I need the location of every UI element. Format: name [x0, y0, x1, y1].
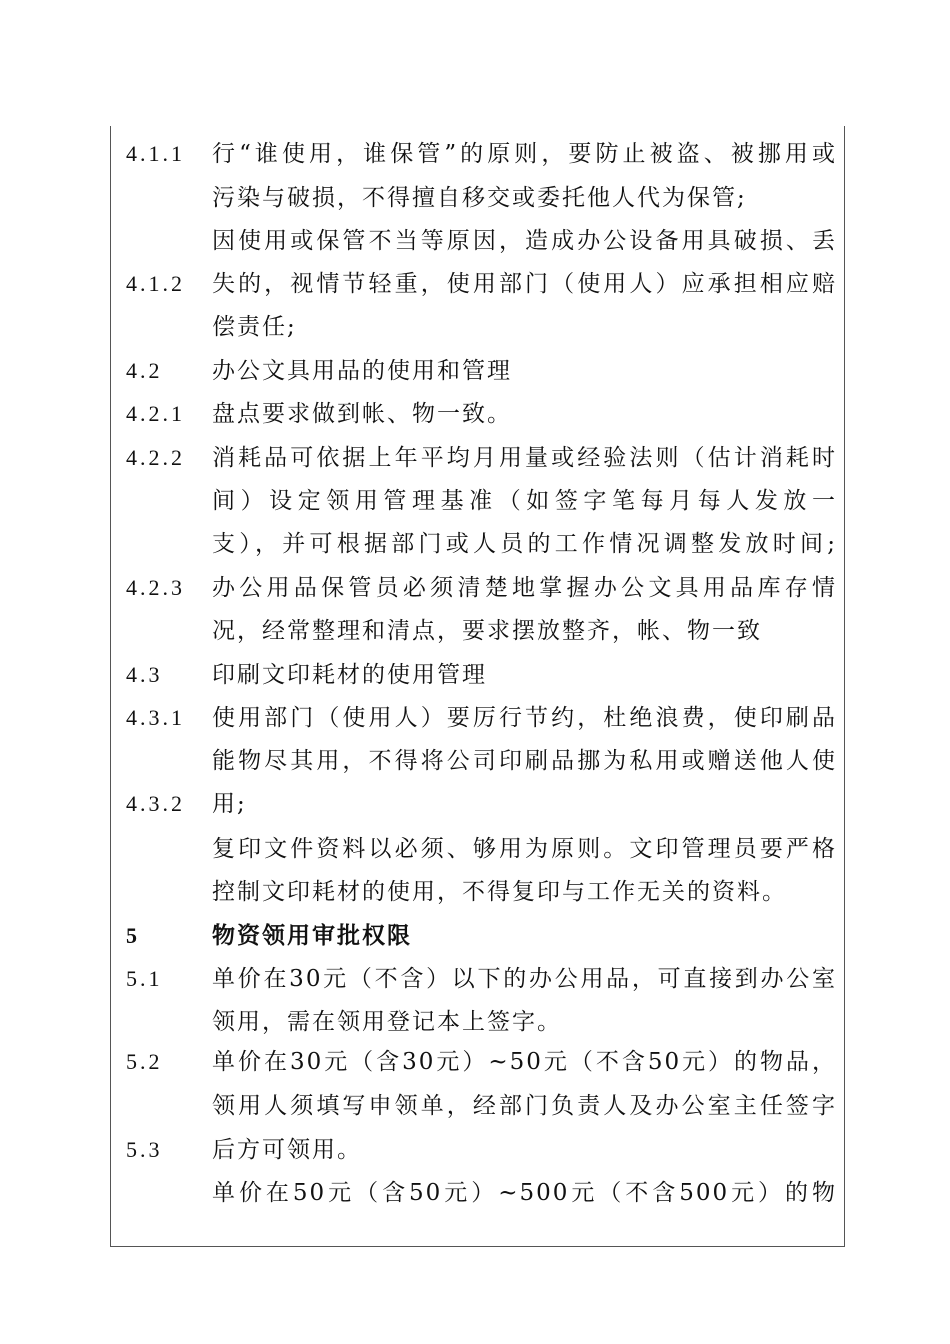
- section-number: 5.3: [126, 1137, 163, 1162]
- line-text: 用;: [212, 791, 247, 817]
- text-line: [0, 522, 950, 566]
- text-line: [0, 609, 950, 653]
- text-line: [0, 957, 950, 1001]
- section-number: 5: [126, 923, 140, 948]
- line-text: 单价在50元（含50元）~500元（不含500元）的物: [212, 1180, 837, 1206]
- text-line: [0, 653, 950, 697]
- line-text: 消耗品可依据上年平均月用量或经验法则（估计消耗时: [212, 445, 837, 471]
- text-line: [0, 436, 950, 480]
- line-text: 控制文印耗材的使用，不得复印与工作无关的资料。: [212, 879, 787, 905]
- section-number: 5.1: [126, 966, 163, 991]
- text-line: [0, 132, 950, 176]
- line-text: 印刷文印耗材的使用管理: [212, 662, 487, 688]
- text-line: [0, 1128, 950, 1172]
- section-number: 4.1.1: [126, 141, 185, 166]
- line-text: 况，经常整理和清点，要求摆放整齐，帐、物一致: [212, 618, 762, 644]
- line-text: 后方可领用。: [212, 1137, 362, 1163]
- line-text: 单价在30元（不含）以下的办公用品，可直接到办公室: [212, 966, 837, 992]
- line-text: 领用，需在领用登记本上签字。: [212, 1009, 562, 1035]
- text-line: [0, 782, 950, 826]
- text-line: [0, 176, 950, 220]
- text-line: [0, 914, 950, 958]
- section-number: 4.3.1: [126, 705, 185, 730]
- line-text: 复印文件资料以必须、够用为原则。文印管理员要严格: [212, 836, 837, 862]
- line-text: 物资领用审批权限: [212, 922, 412, 949]
- line-text: 领用人须填写申领单，经部门负责人及办公室主任签字: [212, 1093, 837, 1119]
- line-text: 办公文具用品的使用和管理: [212, 358, 512, 384]
- text-line: [0, 1040, 950, 1084]
- text-line: [0, 262, 950, 306]
- line-text: 能物尽其用，不得将公司印刷品挪为私用或赠送他人使: [212, 748, 837, 774]
- text-line: [0, 305, 950, 349]
- text-line: [0, 1084, 950, 1128]
- text-line: [0, 479, 950, 523]
- text-line: [0, 1171, 950, 1215]
- line-text: 污染与破损，不得擅自移交或委托他人代为保管;: [212, 185, 747, 211]
- section-number: 4.2.2: [126, 445, 185, 470]
- line-text: 办公用品保管员必须清楚地掌握办公文具用品库存情: [212, 575, 837, 601]
- line-text: 失的，视情节轻重，使用部门（使用人）应承担相应赔: [212, 271, 837, 297]
- section-number: 4.2.1: [126, 401, 185, 426]
- text-line: [0, 392, 950, 436]
- text-line: [0, 349, 950, 393]
- text-line: [0, 1000, 950, 1044]
- text-line: [0, 870, 950, 914]
- line-text: 单价在30元（含30元）~50元（不含50元）的物品，: [212, 1049, 837, 1075]
- line-text: 支），并可根据部门或人员的工作情况调整发放时间;: [212, 531, 837, 557]
- line-text: 因使用或保管不当等原因，造成办公设备用具破损、丢: [212, 228, 837, 254]
- section-number: 4.2.3: [126, 575, 185, 600]
- text-line: [0, 696, 950, 740]
- line-text: 偿责任;: [212, 314, 297, 340]
- line-text: 使用部门（使用人）要厉行节约，杜绝浪费，使印刷品: [212, 705, 837, 731]
- line-text: 盘点要求做到帐、物一致。: [212, 401, 512, 427]
- section-number: 4.3.2: [126, 791, 185, 816]
- text-line: [0, 827, 950, 871]
- section-number: 4.1.2: [126, 271, 185, 296]
- section-number: 4.2: [126, 358, 163, 383]
- line-text: 行“谁使用，谁保管”的原则，要防止被盗、被挪用或: [212, 141, 837, 167]
- text-line: [0, 739, 950, 783]
- text-line: [0, 219, 950, 263]
- text-line: [0, 566, 950, 610]
- section-number: 5.2: [126, 1049, 163, 1074]
- section-number: 4.3: [126, 662, 163, 687]
- line-text: 间）设定领用管理基准（如签字笔每月每人发放一: [212, 488, 837, 514]
